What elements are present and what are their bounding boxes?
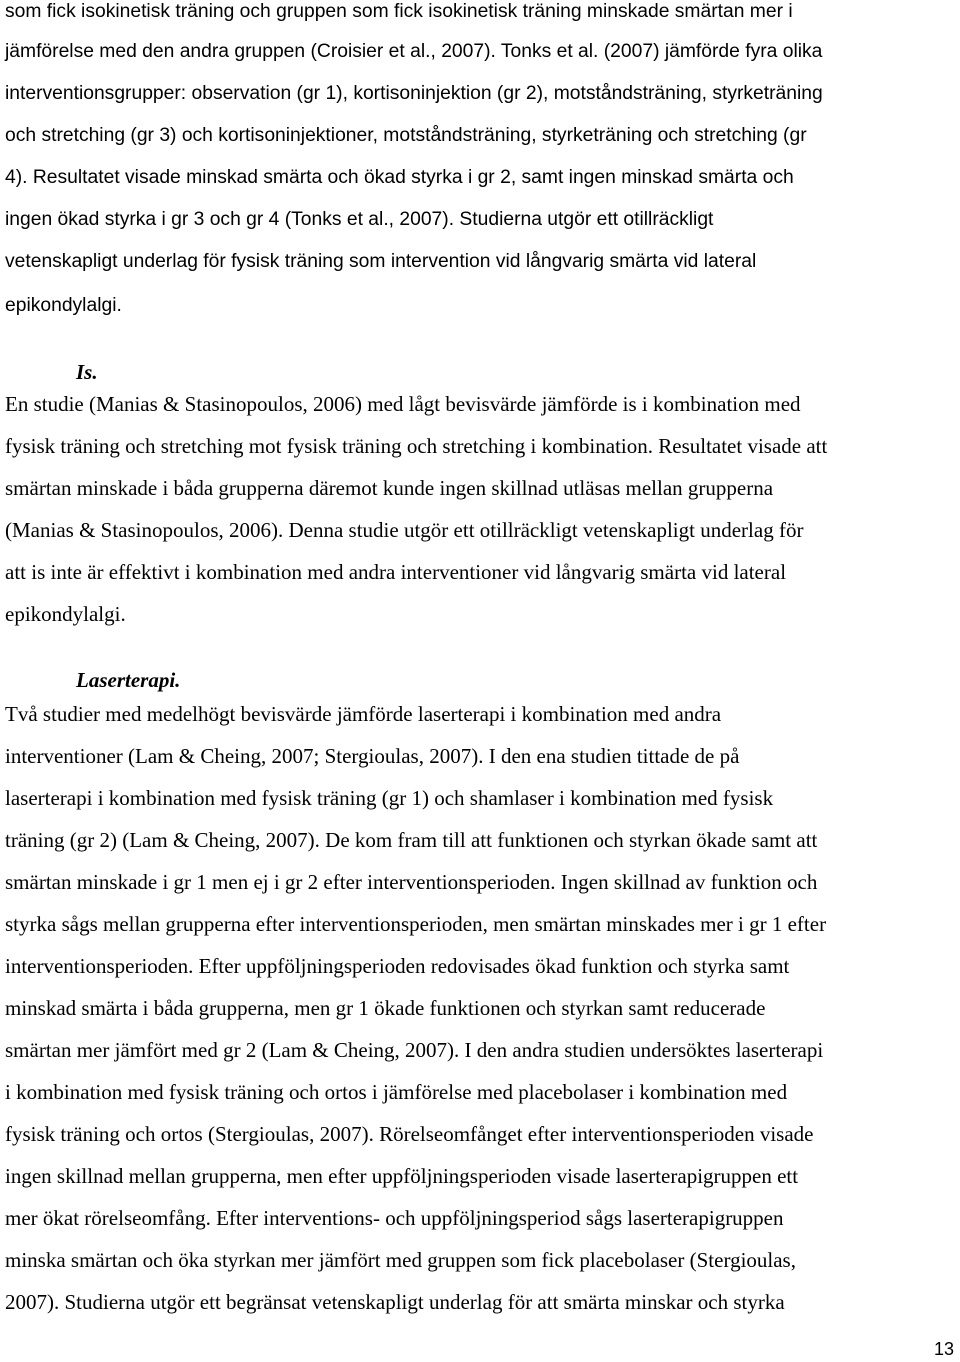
- text-line: vetenskapligt underlag för fysisk träning som intervention vid långvarig smärta vid lateral: [5, 251, 757, 272]
- text-line: ingen ökad styrka i gr 3 och gr 4 (Tonks et al., 2007). Studierna utgör ett otillräckligt: [5, 209, 714, 230]
- text-line: som fick isokinetisk träning och gruppen som fick isokinetisk träning minskade smärtan mer i: [5, 1, 793, 22]
- text-line: i kombination med fysisk träning och ortos i jämförelse med placebolaser i kombination med: [5, 1080, 788, 1104]
- text-line: träning (gr 2) (Lam & Cheing, 2007). De kom fram till att funktionen och styrkan ökade samt att: [5, 828, 818, 852]
- text-line: En studie (Manias & Stasinopoulos, 2006) med lågt bevisvärde jämförde is i kombination med: [5, 392, 801, 416]
- text-line: smärtan minskade i gr 1 men ej i gr 2 efter interventionsperioden. Ingen skillnad av funktion och: [5, 870, 818, 894]
- text-line: epikondylalgi.: [5, 602, 126, 626]
- text-line: interventionsgrupper: observation (gr 1), kortisoninjektion (gr 2), motståndsträning, styrketräning: [5, 83, 823, 104]
- text-line: interventioner (Lam & Cheing, 2007; Stergioulas, 2007). I den ena studien tittade de på: [5, 744, 740, 768]
- text-line: interventionsperioden. Efter uppföljningsperioden redovisades ökad funktion och styrka samt: [5, 954, 790, 978]
- text-line: fysisk träning och ortos (Stergioulas, 2007). Rörelseomfånget efter interventionsperioden visade: [5, 1122, 814, 1146]
- text-line: Två studier med medelhögt bevisvärde jämförde laserterapi i kombination med andra: [5, 702, 722, 726]
- text-line: (Manias & Stasinopoulos, 2006). Denna studie utgör ett otillräckligt vetenskapligt underlag för: [5, 518, 804, 542]
- section-heading-laserterapi: Laserterapi.: [76, 668, 181, 692]
- text-line: smärtan minskade i båda grupperna däremot kunde ingen skillnad utläsas mellan grupperna: [5, 476, 774, 500]
- text-line: fysisk träning och stretching mot fysisk träning och stretching i kombination. Resultatet visade att: [5, 434, 828, 458]
- section-heading-is: Is.: [76, 360, 98, 384]
- text-line: smärtan mer jämfört med gr 2 (Lam & Cheing, 2007). I den andra studien undersöktes laserterapi: [5, 1038, 824, 1062]
- text-line: epikondylalgi.: [5, 295, 122, 316]
- text-line: minska smärtan och öka styrkan mer jämfört med gruppen som fick placebolaser (Stergioulas,: [5, 1248, 796, 1272]
- text-line: mer ökat rörelseomfång. Efter interventions- och uppföljningsperiod sågs laserterapigruppen: [5, 1206, 784, 1230]
- text-line: 4). Resultatet visade minskad smärta och ökad styrka i gr 2, samt ingen minskad smärta och: [5, 167, 794, 188]
- text-line: jämförelse med den andra gruppen (Croisier et al., 2007). Tonks et al. (2007) jämförde fyra olika: [5, 41, 823, 62]
- text-line: laserterapi i kombination med fysisk träning (gr 1) och shamlaser i kombination med fysisk: [5, 786, 774, 810]
- text-line: minskad smärta i båda grupperna, men gr 1 ökade funktionen och styrkan samt reducerade: [5, 996, 766, 1020]
- text-line: styrka sågs mellan grupperna efter interventionsperioden, men smärtan minskades mer i gr 1 efter: [5, 912, 827, 936]
- page-number: 13: [933, 1339, 954, 1359]
- text-line: och stretching (gr 3) och kortisoninjektioner, motståndsträning, styrketräning och stretching (gr: [5, 125, 807, 146]
- text-line: ingen skillnad mellan grupperna, men efter uppföljningsperioden visade laserterapigruppen ett: [5, 1164, 799, 1188]
- text-line: att is inte är effektivt i kombination med andra interventioner vid långvarig smärta vid lateral: [5, 560, 787, 584]
- text-line: 2007). Studierna utgör ett begränsat vetenskapligt underlag för att smärta minskar och styrka: [5, 1290, 785, 1314]
